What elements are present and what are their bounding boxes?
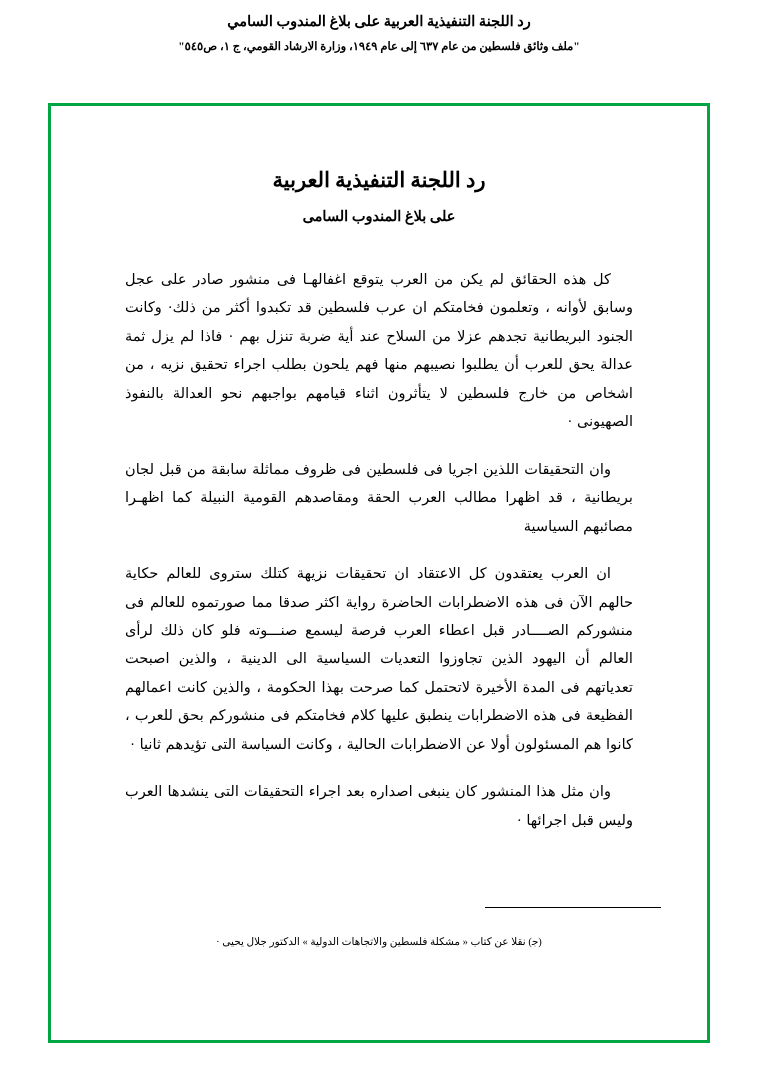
article-paragraph: وان مثل هذا المنشور كان ينبغى اصداره بعد اجراء التحقيقات التى ينشدها العرب وليس قبل اجرائها · [125,784,633,829]
footnote-text: (ﺟ) نقلا عن كتاب « مشكلة فلسطين والاتجاهات الدولية » الدكتور جلال يحيى · [216,937,542,948]
document-source-citation: "ملف وثائق فلسطين من عام ٦٣٧ إلى عام ١٩٤٩، وزارة الارشاد القومي، ج ١، ص٥٤٥" [178,41,580,54]
document-header [0,12,758,53]
article-title: رد اللجنة التنفيذية العربية [272,168,486,192]
article-body [97,266,661,835]
frame-content [51,106,707,1040]
article-subtitle: على بلاغ المندوب السامى [302,209,456,225]
document-title: رد اللجنة التنفيذية العربية على بلاغ المندوب السامي [227,14,531,30]
green-border-frame [48,103,710,1043]
footnote-separator [485,907,661,908]
article-paragraph: وان التحقيقات اللذين اجريا فى فلسطين فى ظروف مماثلة سابقة من قبل لجان بريطانية ، قد اظهرا مطالب العرب الحقة ومقاصدهم القومية النبيلة كما اظهـرا مصائبهم السياسية [125,461,633,535]
article-paragraph: كل هذه الحقائق لم يكن من العرب يتوقع اغفالهـا فى منشور صادر على عجل وسابق لأوانه ، وتعلمون فخامتكم ان عرب فلسطين قد تكبدوا أكثر من ذلك· وكانت الجنود البريطانية تجدهم عزلا من السلاح عند أية ضربة تنزل بهم · فاذا لم يزل ثمة عدالة يحق للعرب أن يطلبوا نصيبهم منها فهم يلحون بطلب اجراء تحقيق نزيه ، من اشخاص من خارج فلسطين لا يتأثرون اثناء قيامهم بواجبهم نحو العدالة بالنفوذ الصهيونى · [125,272,633,431]
article-paragraph: ان العرب يعتقدون كل الاعتقاد ان تحقيقات نزيهة كتلك ستروى للعالم حكاية حالهم الآن فى هذه الاضطرابات الحاضرة رواية اكثر صدقا مما صورتموه للعالم فى منشوركم الصــــادر قبل اعطاء العرب فرصة ليسمع صنـــوته فلو كان ذلك لرأى العالم أن اليهود الذين تجاوزوا التعديات السياسية الى الدينية ، والذين اصبحت تعدياتهم فى المدة الأخيرة لاتحتمل كما صرحت بهذا الحكومة ، والذين كانت اعمالهم الفظيعة فى هذه الاضطرابات ينطبق عليها كلام فخامتكم فى منشوركم بحق للعرب ، كانوا هم المسئولون أولا عن الاضطرابات الحالية ، وكانت السياسة التى تؤيدهم ثانيا · [125,566,633,753]
